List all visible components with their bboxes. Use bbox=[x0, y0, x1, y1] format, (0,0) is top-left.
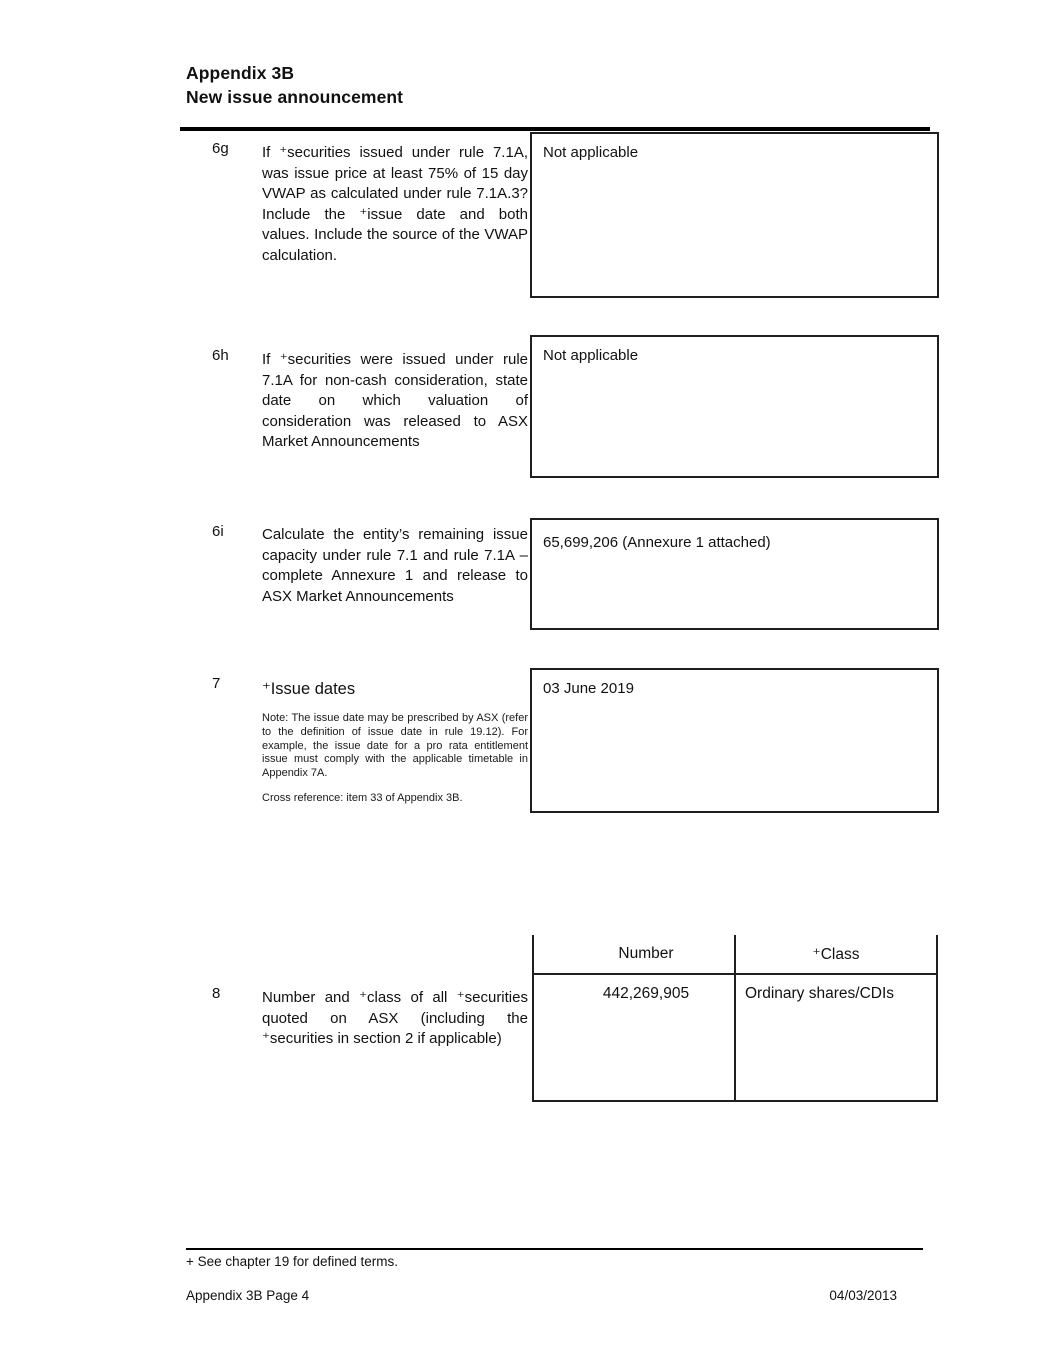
securities-table-header-row bbox=[532, 935, 938, 973]
section-6i-answer-box bbox=[530, 518, 939, 630]
securities-table-cell-class: Ordinary shares/CDIs bbox=[745, 985, 895, 1002]
section-7-cross-reference: Cross reference: item 33 of Appendix 3B. bbox=[262, 792, 463, 804]
footer-date: 04/03/2013 bbox=[829, 1288, 897, 1303]
document-title: Appendix 3B bbox=[186, 63, 295, 83]
section-6i-answer: 65,699,206 (Annexure 1 attached) bbox=[543, 534, 771, 551]
section-6g-question: If ⁺securities issued under rule 7.1A, was issue price at least 75% of 15 day VWAP as calculated under rule 7.1A.3? Include the ⁺issue date and both values. Include the source of the VWAP calculation. bbox=[262, 144, 528, 264]
section-7-answer: 03 June 2019 bbox=[543, 680, 634, 697]
section-6h-answer-box bbox=[530, 335, 939, 478]
document-subtitle: New issue announcement bbox=[186, 87, 404, 107]
section-6h-answer: Not applicable bbox=[543, 347, 639, 364]
securities-table bbox=[532, 935, 938, 1102]
section-6h-question: If ⁺securities were issued under rule 7.1A for non-cash consideration, state date on which valuation of consideration was released to ASX Market Announcements bbox=[262, 351, 528, 450]
section-7-answer-box bbox=[530, 668, 939, 813]
footer-defined-terms: + See chapter 19 for defined terms. bbox=[186, 1254, 398, 1269]
section-7-note: Note: The issue date may be prescribed by ASX (refer to the definition of issue date in rule 19.12). For example, the issue date for a pro rata entitlement issue must comply with the applicable timetable in Appendix 7A. bbox=[262, 712, 528, 780]
section-6h-number: 6h bbox=[212, 347, 229, 364]
section-6i-question: Calculate the entity’s remaining issue capacity under rule 7.1 and rule 7.1A – complete Annexure 1 and release to ASX Market Announcements bbox=[262, 526, 528, 605]
footer-divider-rule bbox=[186, 1248, 923, 1250]
section-7-question: ⁺Issue dates bbox=[262, 680, 356, 698]
section-6g-answer-box bbox=[530, 132, 939, 298]
section-7-number: 7 bbox=[212, 675, 221, 692]
header-divider-rule bbox=[180, 127, 930, 131]
section-8-question: Number and ⁺class of all ⁺securities quoted on ASX (including the ⁺securities in section 2 if applicable) bbox=[262, 989, 528, 1047]
section-6g-answer: Not applicable bbox=[543, 144, 639, 161]
section-6i-number: 6i bbox=[212, 523, 224, 540]
securities-table-cell-number: 442,269,905 bbox=[534, 975, 736, 1100]
securities-table-row bbox=[532, 973, 938, 1102]
securities-table-header-number: Number bbox=[534, 935, 736, 973]
section-6g-number: 6g bbox=[212, 140, 229, 157]
securities-table-header-class: ⁺Class bbox=[812, 945, 860, 963]
section-8-number: 8 bbox=[212, 985, 221, 1002]
footer-page-label: Appendix 3B Page 4 bbox=[186, 1288, 310, 1303]
